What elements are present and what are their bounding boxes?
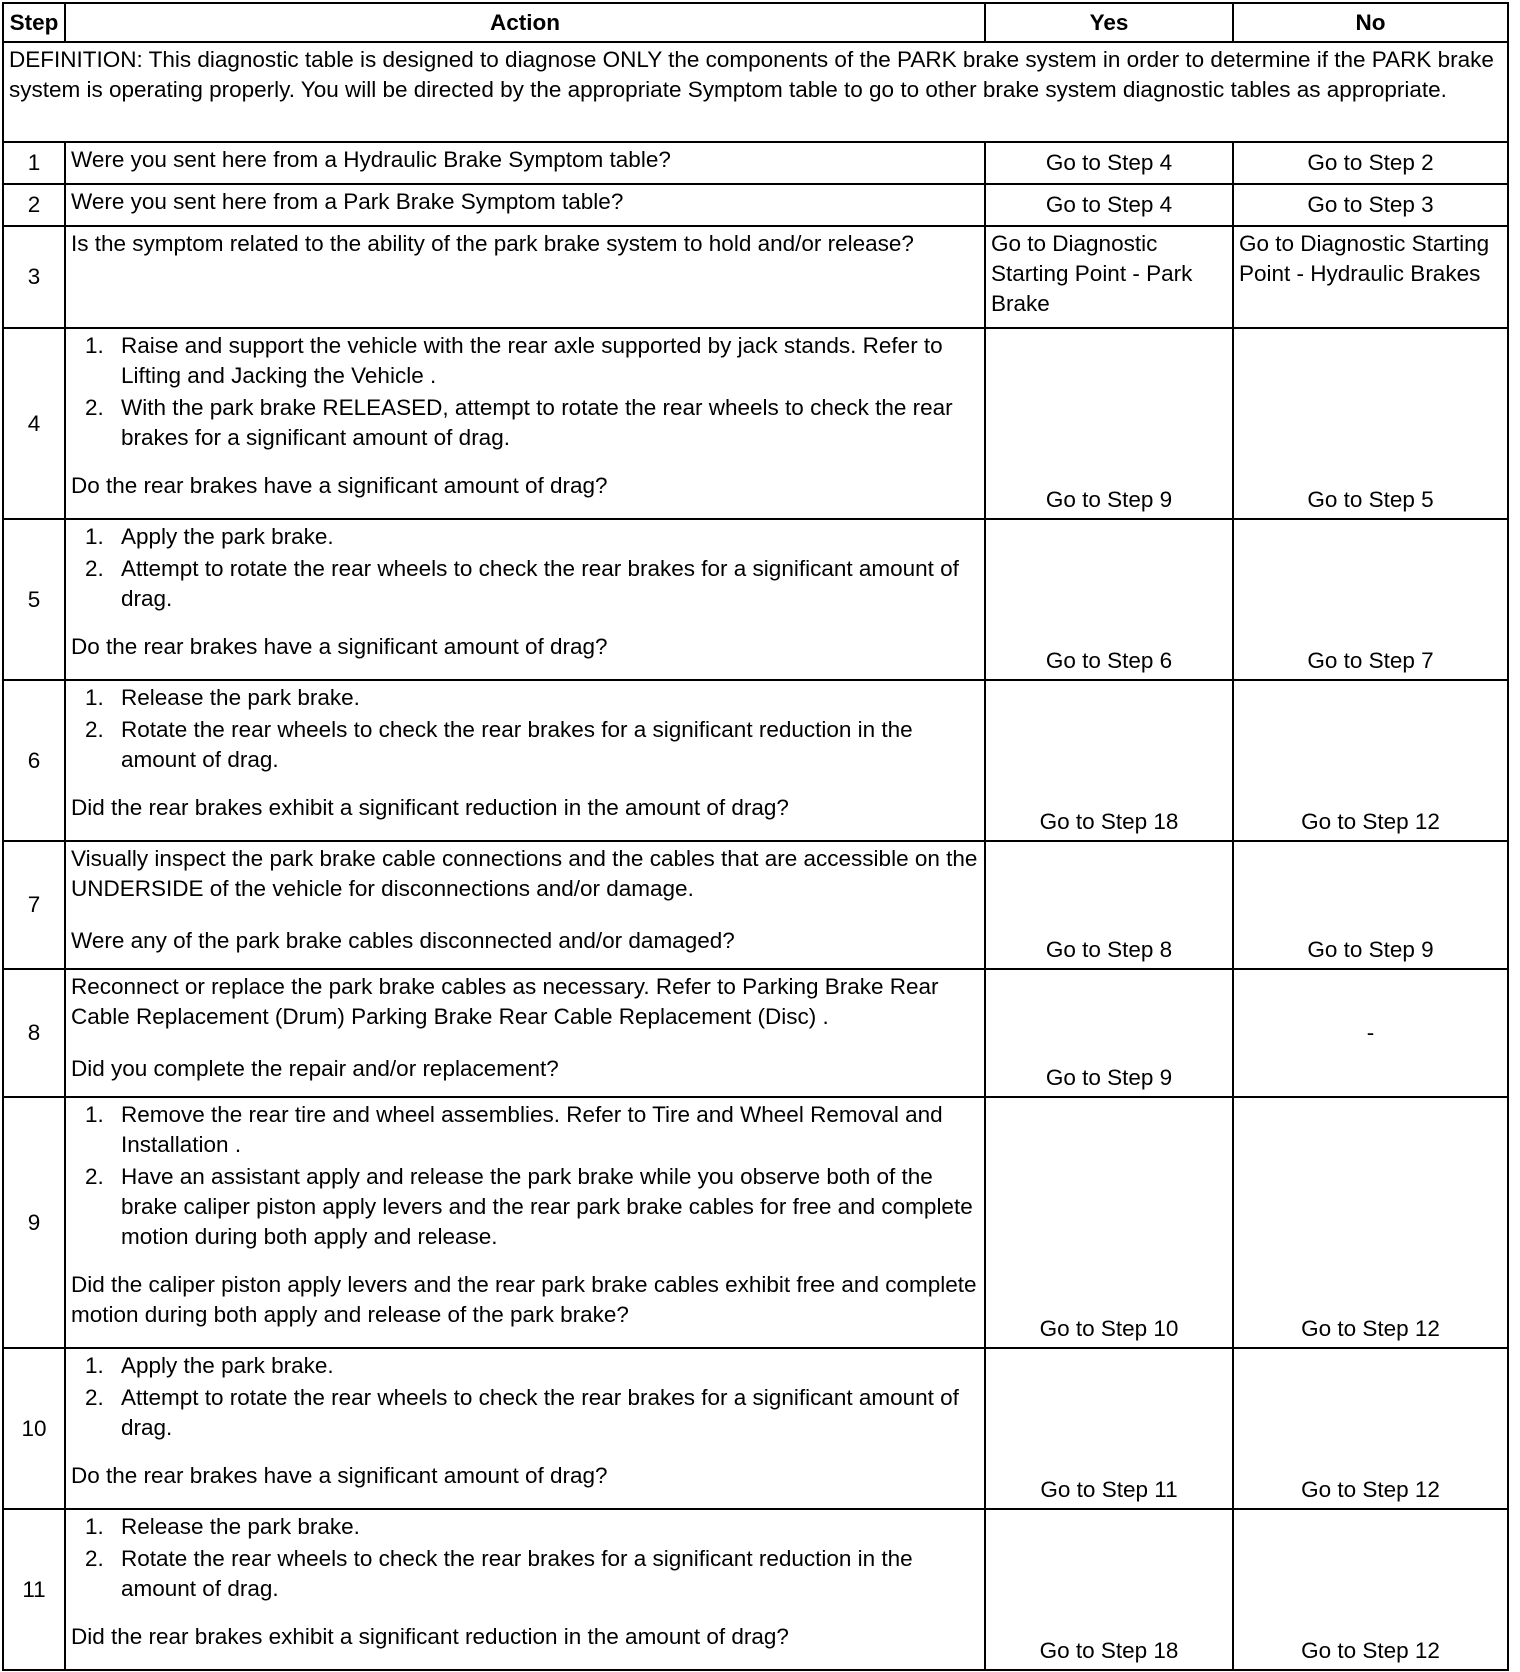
- instruction-list: [71, 1351, 979, 1443]
- item-number: 2.: [85, 1385, 104, 1410]
- list-item: [71, 1383, 979, 1443]
- list-item: [71, 1544, 979, 1604]
- yes-result[interactable]: Go to Step 10: [985, 1097, 1233, 1348]
- yes-result[interactable]: Go to Step 18: [985, 1509, 1233, 1670]
- question-text: Do the rear brakes have a significant amount of drag?: [71, 634, 608, 659]
- definition-row: [3, 42, 1508, 142]
- item-text: Rotate the rear wheels to check the rear brakes for a significant reduction in the amount of drag.: [121, 1546, 913, 1601]
- item-text: Attempt to rotate the rear wheels to check the rear brakes for a significant amount of drag.: [121, 1385, 959, 1440]
- list-item: [71, 554, 979, 614]
- instruction-list: [71, 683, 979, 775]
- table-row: [3, 184, 1508, 226]
- yes-result[interactable]: Go to Step 9: [985, 969, 1233, 1097]
- question-text: Did you complete the repair and/or replacement?: [71, 1056, 559, 1081]
- list-item: [71, 1351, 979, 1381]
- question-text: Did the rear brakes exhibit a significant reduction in the amount of drag?: [71, 1624, 789, 1649]
- item-number: 1.: [85, 524, 104, 549]
- action-cell: [65, 1348, 985, 1509]
- no-result[interactable]: Go to Diagnostic Starting Point - Hydraulic Brakes: [1233, 226, 1508, 328]
- no-result[interactable]: Go to Step 12: [1233, 1097, 1508, 1348]
- table-row: [3, 328, 1508, 519]
- column-header-action: Action: [65, 3, 985, 42]
- item-text: Release the park brake.: [121, 685, 360, 710]
- item-text: Have an assistant apply and release the park brake while you observe both of the brake caliper piston apply levers and the rear park brake cables for free and complete motion during both apply and release.: [121, 1164, 973, 1249]
- item-number: 2.: [85, 1546, 104, 1571]
- table-row: [3, 1348, 1508, 1509]
- yes-result[interactable]: Go to Step 8: [985, 841, 1233, 969]
- item-text: Attempt to rotate the rear wheels to check the rear brakes for a significant amount of drag.: [121, 556, 959, 611]
- no-result[interactable]: Go to Step 12: [1233, 1509, 1508, 1670]
- action-cell: [65, 519, 985, 680]
- list-item: [71, 683, 979, 713]
- list-item: [71, 715, 979, 775]
- action-text: Is the symptom related to the ability of the park brake system to hold and/or release?: [65, 226, 985, 328]
- instruction-list: [71, 1512, 979, 1604]
- no-result[interactable]: Go to Step 12: [1233, 680, 1508, 841]
- definition-text: DEFINITION: This diagnostic table is designed to diagnose ONLY the components of the PARK brake system in order to determine if the PARK brake system is operating properly. You will be directed by the appropriate Symptom table to go to other brake system diagnostic tables as appropriate.: [3, 42, 1508, 142]
- table-row: [3, 680, 1508, 841]
- step-number: 8: [3, 969, 65, 1097]
- instruction-list: [71, 1100, 979, 1252]
- item-text: Apply the park brake.: [121, 524, 334, 549]
- table-row: [3, 1509, 1508, 1670]
- yes-result[interactable]: Go to Step 11: [985, 1348, 1233, 1509]
- question-text: Do the rear brakes have a significant amount of drag?: [71, 473, 608, 498]
- yes-result[interactable]: Go to Step 9: [985, 328, 1233, 519]
- table-row: [3, 1097, 1508, 1348]
- yes-result[interactable]: Go to Diagnostic Starting Point - Park Brake: [985, 226, 1233, 328]
- item-text: With the park brake RELEASED, attempt to rotate the rear wheels to check the rear brakes for a significant amount of drag.: [121, 395, 953, 450]
- instruction-list: [71, 522, 979, 614]
- item-number: 1.: [85, 1353, 104, 1378]
- no-result[interactable]: Go to Step 5: [1233, 328, 1508, 519]
- yes-result[interactable]: Go to Step 6: [985, 519, 1233, 680]
- column-header-no: No: [1233, 3, 1508, 42]
- action-cell: [65, 841, 985, 969]
- diagnostic-table: [2, 2, 1509, 1671]
- step-number: 11: [3, 1509, 65, 1670]
- item-text: Release the park brake.: [121, 1514, 360, 1539]
- action-cell: [65, 1509, 985, 1670]
- step-number: 2: [3, 184, 65, 226]
- action-text: Were you sent here from a Park Brake Symptom table?: [65, 184, 985, 226]
- step-number: 10: [3, 1348, 65, 1509]
- step-number: 7: [3, 841, 65, 969]
- action-cell: [65, 328, 985, 519]
- table-row: [3, 841, 1508, 969]
- table-row: [3, 969, 1508, 1097]
- item-text: Apply the park brake.: [121, 1353, 334, 1378]
- question-text: Do the rear brakes have a significant amount of drag?: [71, 1463, 608, 1488]
- item-number: 2.: [85, 556, 104, 581]
- step-number: 6: [3, 680, 65, 841]
- list-item: [71, 1512, 979, 1542]
- yes-result[interactable]: Go to Step 18: [985, 680, 1233, 841]
- item-text: Raise and support the vehicle with the rear axle supported by jack stands. Refer to Lifting and Jacking the Vehicle .: [121, 333, 943, 388]
- item-text: Rotate the rear wheels to check the rear brakes for a significant reduction in the amount of drag.: [121, 717, 913, 772]
- list-item: [71, 331, 979, 391]
- yes-result[interactable]: Go to Step 4: [985, 142, 1233, 184]
- step-number: 4: [3, 328, 65, 519]
- item-number: 2.: [85, 395, 104, 420]
- no-result: -: [1233, 969, 1508, 1097]
- header-row: [3, 3, 1508, 42]
- yes-result[interactable]: Go to Step 4: [985, 184, 1233, 226]
- step-number: 9: [3, 1097, 65, 1348]
- action-cell: [65, 1097, 985, 1348]
- table-row: [3, 226, 1508, 328]
- no-result[interactable]: Go to Step 3: [1233, 184, 1508, 226]
- no-result[interactable]: Go to Step 7: [1233, 519, 1508, 680]
- item-text: Remove the rear tire and wheel assemblies. Refer to Tire and Wheel Removal and Installation .: [121, 1102, 943, 1157]
- item-number: 2.: [85, 1164, 104, 1189]
- question-text: Did the rear brakes exhibit a significant reduction in the amount of drag?: [71, 795, 789, 820]
- action-text: Were you sent here from a Hydraulic Brake Symptom table?: [65, 142, 985, 184]
- instruction-list: [71, 331, 979, 453]
- column-header-yes: Yes: [985, 3, 1233, 42]
- no-result[interactable]: Go to Step 2: [1233, 142, 1508, 184]
- list-item: [71, 393, 979, 453]
- step-number: 5: [3, 519, 65, 680]
- action-text: Reconnect or replace the park brake cables as necessary. Refer to Parking Brake Rear Cable Replacement (Drum) Parking Brake Rear Cable Replacement (Disc) .: [71, 974, 939, 1029]
- question-text: Did the caliper piston apply levers and the rear park brake cables exhibit free and complete motion during both apply and release of the park brake?: [71, 1272, 977, 1327]
- action-text: Visually inspect the park brake cable connections and the cables that are accessible on the UNDERSIDE of the vehicle for disconnections and/or damage.: [71, 846, 978, 901]
- column-header-step: Step: [3, 3, 65, 42]
- table-row: [3, 519, 1508, 680]
- list-item: [71, 522, 979, 552]
- item-number: 1.: [85, 1102, 104, 1127]
- item-number: 1.: [85, 1514, 104, 1539]
- action-cell: [65, 969, 985, 1097]
- table-row: [3, 142, 1508, 184]
- item-number: 2.: [85, 717, 104, 742]
- no-result[interactable]: Go to Step 9: [1233, 841, 1508, 969]
- step-number: 3: [3, 226, 65, 328]
- no-result[interactable]: Go to Step 12: [1233, 1348, 1508, 1509]
- step-number: 1: [3, 142, 65, 184]
- item-number: 1.: [85, 333, 104, 358]
- list-item: [71, 1100, 979, 1160]
- action-cell: [65, 680, 985, 841]
- list-item: [71, 1162, 979, 1252]
- question-text: Were any of the park brake cables disconnected and/or damaged?: [71, 928, 735, 953]
- item-number: 1.: [85, 685, 104, 710]
